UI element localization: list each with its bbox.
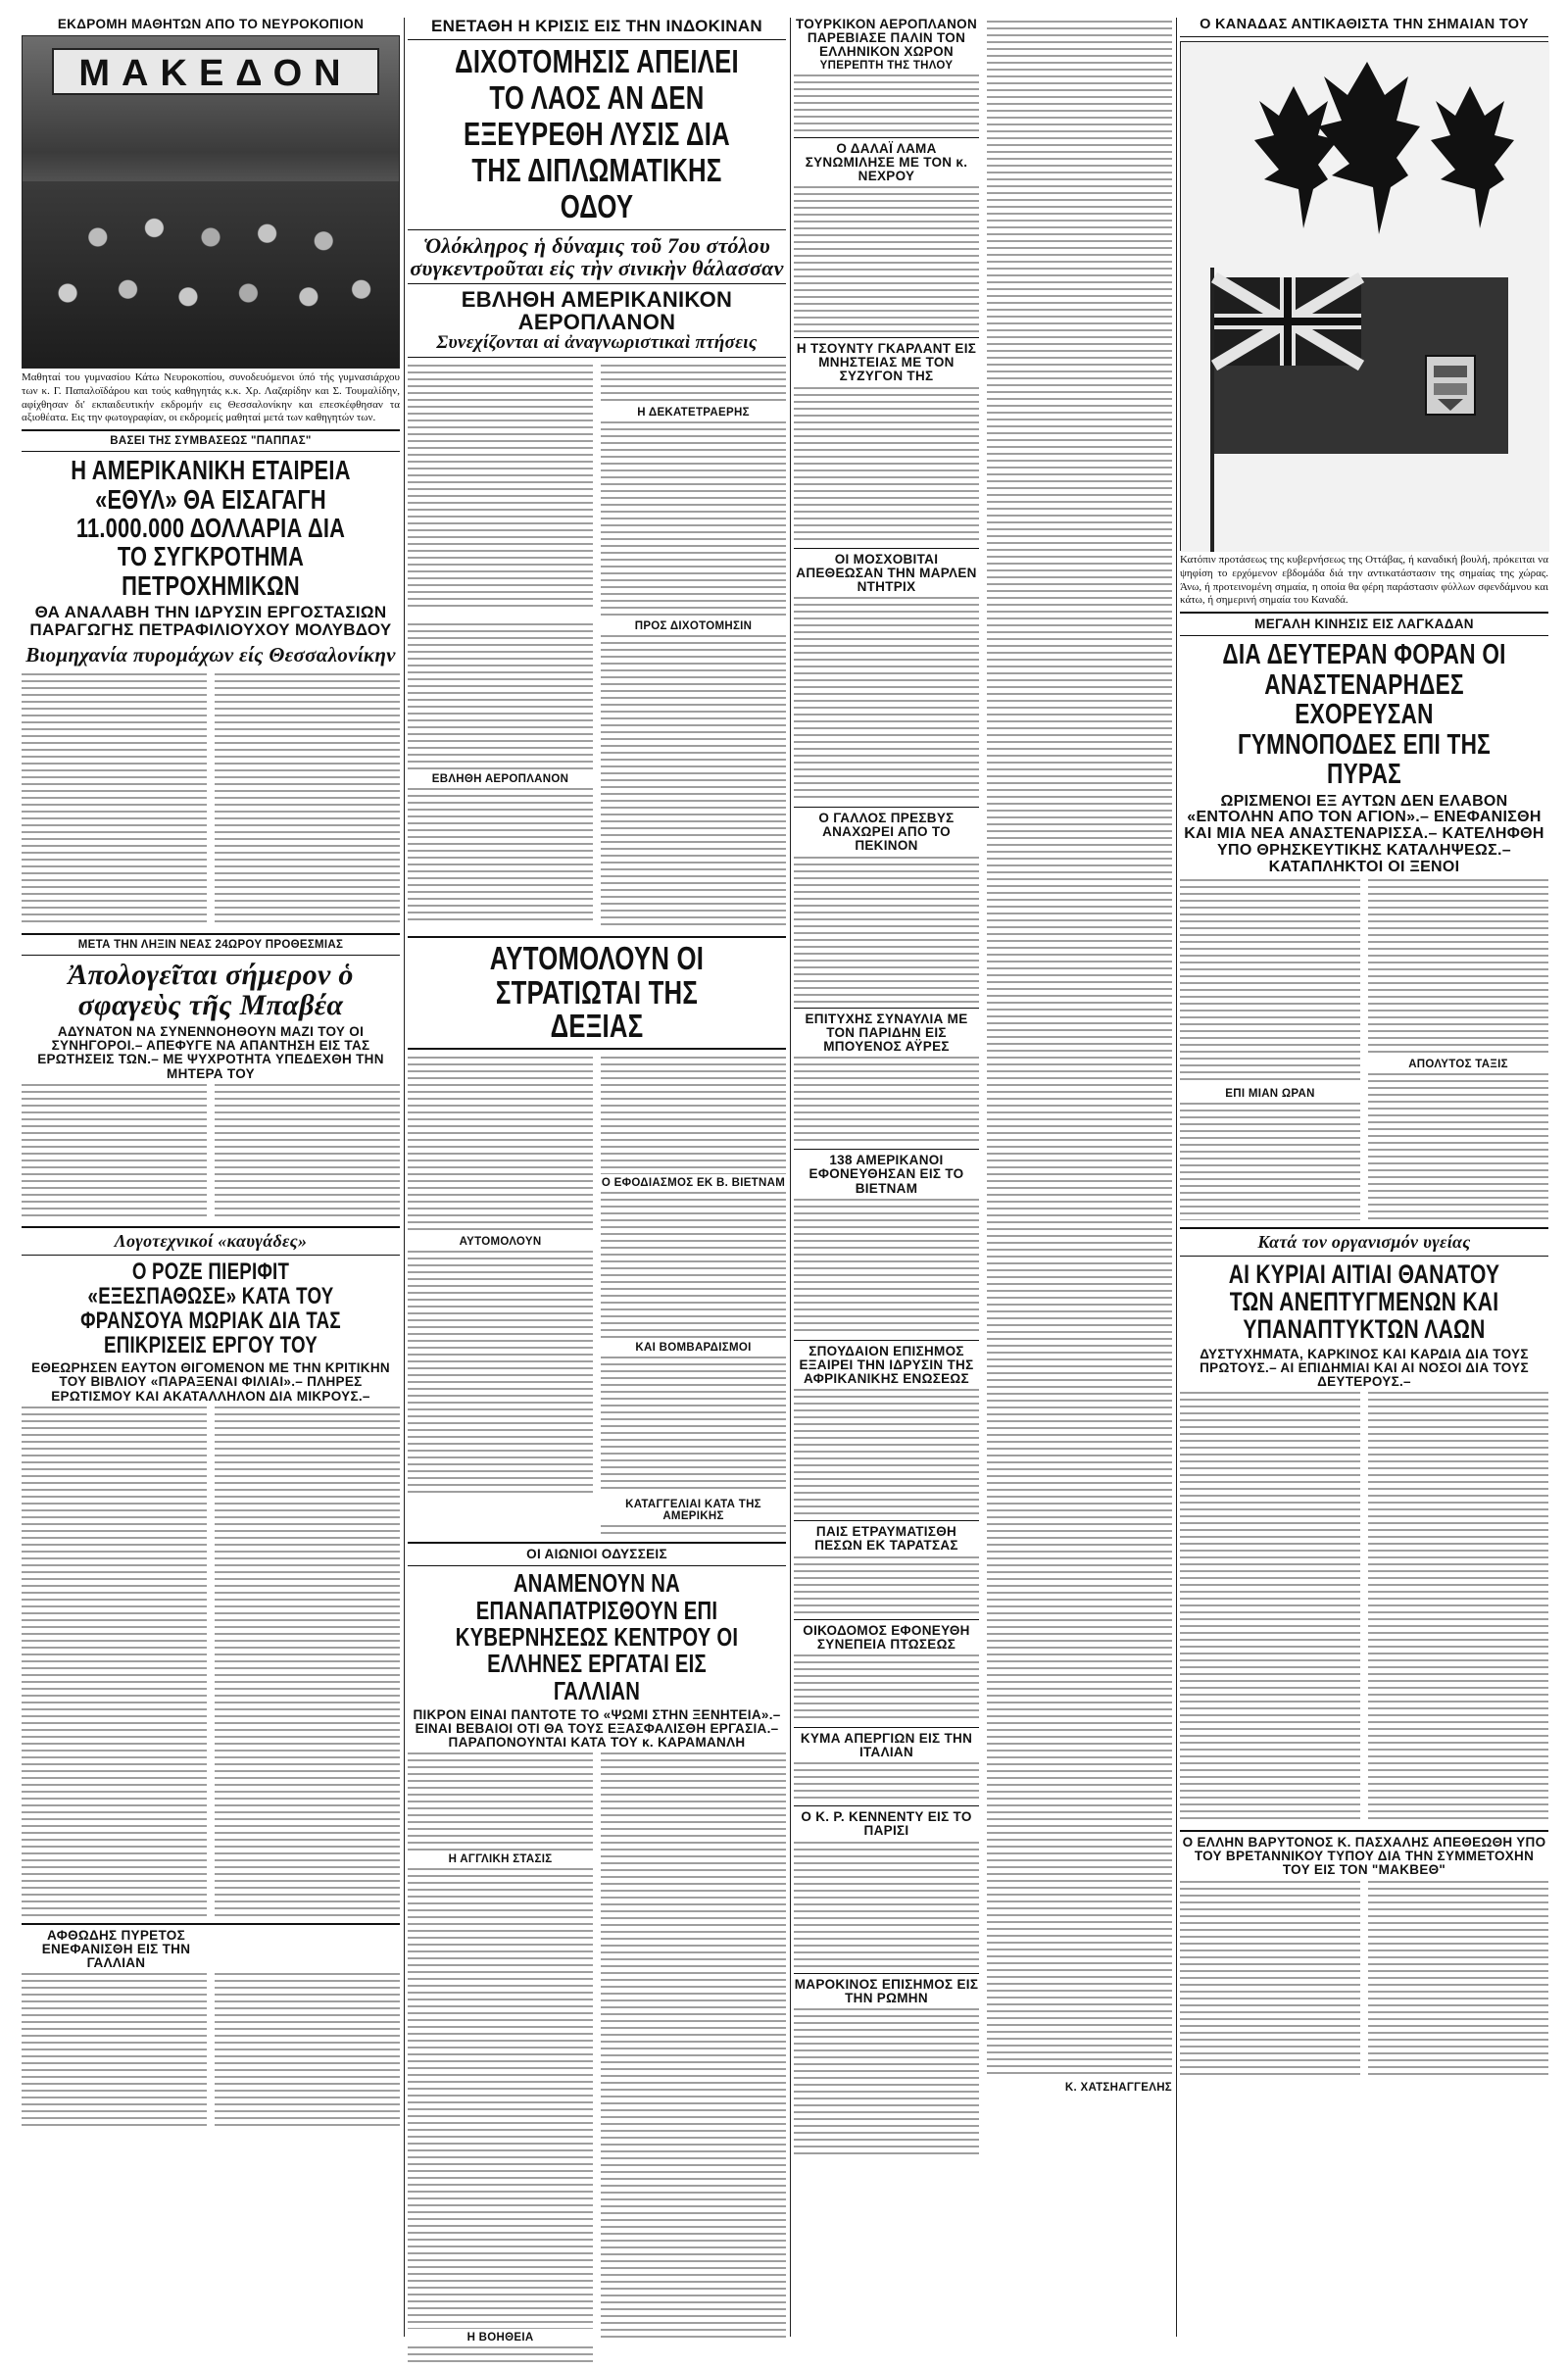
story3-headline: ΑΝΑΜΕΝΟΥΝ ΝΑ ΕΠΑΝΑΠΑΤΡΙΣΘΟΥΝ ΕΠΙ ΚΥΒΕΡΝΗΣΕΩΣ ΚΕΝΤΡΟΥ ΟΙ ΕΛΛΗΝΕΣ ΕΡΓΑΤΑΙ ΕΙΣ ΓΑΛΛΙΑΝ — [455, 1568, 739, 1705]
story1-headline: ΤΟΥΡΚΙΚΟΝ ΑΕΡΟΠΛΑΝΟΝ ΠΑΡΕΒΙΑΣΕ ΠΑΛΙΝ ΤΟΝ ΕΛΛΗΝΙΚΟΝ ΧΩΡΟΝ — [795, 17, 978, 60]
label-apolytos-taxis: ΑΠΟΛΥΤΟΣ ΤΑΞΙΣ — [1408, 1058, 1508, 1070]
byline-signature: Κ. ΧΑΤΣΗΑΓΓΕΛΗΣ — [1064, 2082, 1172, 2094]
story1-italic: Βιομηχανία πυρομάχων είς Θεσσαλονίκην — [25, 642, 396, 666]
photo-caption: Μαθηταί του γυμνασίου Κάτω Νευροκοπίου, συνοδευόμενοι ύπό τής γυμνασιάρχου των κ. Γ. Παπαλοϊδάρου και τούς καθηγητάς κ.κ. Χρ. Λαζαρίδην και Σ. Τουμαλίδην, αφίχθησαν δι' εκπαιδευτικήν εκδρομήν εις Θεσσαλονίκην και επεσκέφθησαν τα αξιοθέατα. Εις την φωτογραφίαν, οι εκδρομείς μαθηταί μετά των καθηγητών των. — [22, 371, 400, 424]
story1-subhead: ΥΠΕΡΕΠΤΗ ΤΗΣ ΤΗΛΟΥ — [819, 59, 954, 72]
sign-lettering: ΜΑΚΕΔΟΝ — [78, 53, 353, 95]
story3-headline: Η ΤΣΟΥΝΤΥ ΓΚΑΡΛΑΝΤ ΕΙΣ ΜΝΗΣΤΕΙΑΣ ΜΕ ΤΟΝ ΣΥΖΥΓΟΝ ΤΗΣ — [796, 341, 977, 384]
story8-headline: ΣΠΟΥΔΑΙΟΝ ΕΠΙΣΗΜΟΣ ΕΞΑΙΡΕΙ ΤΗΝ ΙΔΡΥΣΙΝ ΤΗΣ ΑΦΡΙΚΑΝΙΚΗΣ ΕΝΩΣΕΩΣ — [799, 1343, 974, 1387]
canada-flags-image — [1181, 42, 1549, 552]
story9-headline: ΠΑΙΣ ΕΤΡΑΥΜΑΤΙΣΘΗ ΠΕΣΩΝ ΕΚ ΤΑΡΑΤΣΑΣ — [814, 1524, 958, 1554]
story2-headline: ΑΥΤΟΜΟΛΟΥΝ ΟΙ ΣΤΡΑΤΙΩΤΑΙ ΤΗΣ ΔΕΞΙΑΣ — [489, 940, 705, 1045]
column-3 — [794, 18, 1172, 2337]
story1-kicker: ΕΝΕΤΑΘΗ Η ΚΡΙΣΙΣ ΕΙΣ ΤΗΝ ΙΝΔΟΚΙΝΑΝ — [431, 17, 762, 35]
column-4 — [1180, 18, 1548, 2337]
story1-subhead: ΘΑ ΑΝΑΛΑΒΗ ΤΗΝ ΙΔΡΥΣΙΝ ΕΡΓΟΣΤΑΣΙΩΝ ΠΑΡΑΓΩΓΗΣ ΠΕΤΡΑΦΙΛΙΟΥΧΟΥ ΜΟΛΥΒΔΟΥ — [29, 603, 392, 640]
story1-headline: Η ΑΜΕΡΙΚΑΝΙΚΗ ΕΤΑΙΡΕΙΑ «ΕΘΥΛ» ΘΑ ΕΙΣΑΓΑΓΗ 11.000.000 ΔΟΛΛΑΡΙΑ ΔΙΑ ΤΟ ΣΥΓΚΡΟΤΗΜΑ ΠΕΤΡΟΧΗΜΙΚΩΝ — [71, 455, 351, 601]
students-group — [23, 181, 399, 368]
story1-subhead: ΕΒΛΗΘΗ ΑΜΕΡΙΚΑΝΙΚΟΝ ΑΕΡΟΠΛΑΝΟΝ — [461, 286, 733, 334]
story1-subhead: ΩΡΙΣΜΕΝΟΙ ΕΞ ΑΥΤΩΝ ΔΕΝ ΕΛΑΒΟΝ «ΕΝΤΟΛΗΝ ΑΠΟ ΤΟΝ ΑΓΙΟΝ».– ΕΝΕΦΑΝΙΣΘΗ ΚΑΙ ΜΙΑ ΝΕΑ ΑΝΑΣΤΕΝΑΡΙΣΣΑ.– ΚΑΤΕΛΗΦΘΗ ΥΠΟ ΘΡΗΣΚΕΥΤΙΚΗΣ ΚΑΤΑΛΗΨΕΩΣ.– ΚΑΤΑΠΛΗΚΤΟΙ ΟΙ ΞΕΝΟΙ — [1184, 792, 1544, 875]
flag-photo — [1180, 41, 1548, 551]
story3-kicker: Λογοτεχνικοί «καυγάδες» — [114, 1230, 308, 1251]
story3-subhead: ΠΙΚΡΟΝ ΕΙΝΑΙ ΠΑΝΤΟΤΕ ΤΟ «ΨΩΜΙ ΣΤΗΝ ΞΕΝΗΤΕΙΑ».– ΕΙΝΑΙ ΒΕΒΑΙΟΙ ΟΤΙ ΘΑ ΤΟΥΣ ΕΞΑΣΦΑΛΙΣΘΗ ΕΡΓΑΣΙΑ.– ΠΑΡΑΠΟΝΟΥΝΤΑΙ ΚΑΤΑ ΤΟΥ κ. ΚΑΡΑΜΑΝΛΗ — [413, 1706, 781, 1751]
story1-italic-sub: Συνεχίζονται αἱ ἀναγνωριστικαὶ πτήσεις — [436, 331, 758, 353]
story1-italic-head: Ὁλόκληρος ἡ δύναμις τοῦ 7ου στόλου συγκεντροῦται εἰς τὴν σινικὴν θάλασσαν — [410, 232, 784, 280]
photo-headline: ΕΚΔΡΟΜΗ ΜΑΘΗΤΩΝ ΑΠΟ ΤΟ ΝΕΥΡΟΚΟΠΙΟΝ — [57, 17, 365, 31]
story13-headline: ΜΑΡΟΚΙΝΟΣ ΕΠΙΣΗΜΟΣ ΕΙΣ ΤΗΝ ΡΩΜΗΝ — [794, 1976, 979, 2005]
red-ensign-flag — [1214, 277, 1508, 454]
label-dixotomisin: ΠΡΟΣ ΔΙΧΟΤΟΜΗΣΙΝ — [634, 619, 753, 632]
column-2 — [408, 17, 786, 2344]
label-automoloun: ΑΥΤΟΜΟΛΟΥΝ — [459, 1235, 542, 1248]
story2-kicker: ΜΕΤΑ ΤΗΝ ΛΗΞΙΝ ΝΕΑΣ 24ΩΡΟΥ ΠΡΟΘΕΣΜΙΑΣ — [77, 938, 344, 951]
story1-kicker: ΜΕΓΑΛΗ ΚΙΝΗΣΙΣ ΕΙΣ ΛΑΓΚΑΔΑΝ — [1254, 617, 1474, 632]
story10-headline: ΟΙΚΟΔΟΜΟΣ ΕΦΟΝΕΥΘΗ ΣΥΝΕΠΕΙΑ ΠΤΩΣΕΩΣ — [803, 1622, 970, 1652]
story6-headline: ΕΠΙΤΥΧΗΣ ΣΥΝΑΥΛΙΑ ΜΕ ΤΟΝ ΠΑΡΙΔΗΝ ΕΙΣ ΜΠΟΥΕΝΟΣ ΑΫΡΕΣ — [805, 1011, 968, 1054]
story3-headline: Ο ΡΟΖΕ ΠΙΕΡΙΦΙΤ «ΕΞΕΣΠΑΘΩΣΕ» ΚΑΤΑ ΤΟΥ ΦΡΑΝΣΟΥΑ ΜΩΡΙΑΚ ΔΙΑ ΤΑΣ ΕΠΙΚΡΙΣΕΙΣ ΕΡΓΟΥ ΤΟΥ — [80, 1258, 341, 1359]
label-voitheia: Η ΒΟΗΘΕΙΑ — [466, 2332, 534, 2344]
label-eblithi: ΕΒΛΗΘΗ ΑΕΡΟΠΛΑΝΟΝ — [431, 772, 569, 785]
story11-headline: ΚΥΜΑ ΑΠΕΡΓΙΩΝ ΕΙΣ ΤΗΝ ΙΤΑΛΙΑΝ — [800, 1730, 973, 1760]
story5-headline: Ο ΓΑΛΛΟΣ ΠΡΕΣΒΥΣ ΑΝΑΧΩΡΕΙ ΑΠΟ ΤΟ ΠΕΚΙΝΟΝ — [818, 811, 955, 854]
label-dekatetraeris: Η ΔΕΚΑΤΕΤΡΑΕΡΗΣ — [637, 406, 750, 419]
label-angliki-stasis: Η ΑΓΓΛΙΚΗ ΣΤΑΣΙΣ — [448, 1853, 553, 1866]
story1-headline: ΔΙΧΟΤΟΜΗΣΙΣ ΑΠΕΙΛΕΙ ΤΟ ΛΑΟΣ ΑΝ ΔΕΝ ΕΞΕΥΡΕΘΗ ΛΥΣΙΣ ΔΙΑ ΤΗΣ ΔΙΠΛΩΜΑΤΙΚΗΣ ΟΔΟΥ — [455, 42, 739, 224]
column-1 — [22, 18, 400, 2337]
story1-kicker: ΒΑΣΕΙ ΤΗΣ ΣΥΜΒΑΣΕΩΣ "ΠΑΠΠΑΣ" — [110, 435, 312, 448]
flag-photo-headline: Ο ΚΑΝΑΔΑΣ ΑΝΤΙΚΑΘΙΣΤΑ ΤΗΝ ΣΗΜΑΙΑΝ ΤΟΥ — [1200, 17, 1529, 32]
story1-headline: ΔΙΑ ΔΕΥΤΕΡΑΝ ΦΟΡΑΝ ΟΙ ΑΝΑΣΤΕΝΑΡΗΔΕΣ ΕΧΟΡΕΥΣΑΝ ΓΥΜΝΟΠΟΔΕΣ ΕΠΙ ΤΗΣ ΠΥΡΑΣ — [1222, 639, 1506, 791]
story2-headline: Ο ΔΑΛΑΪ ΛΑΜΑ ΣΥΝΩΜΙΛΗΣΕ ΜΕ ΤΟΝ κ. ΝΕΧΡΟΥ — [805, 140, 968, 183]
story2-headline: Ἀπολογεῖται σήμερον ὁ σφαγεὺς τῆς Μπαβέα — [68, 958, 354, 1022]
story2-subhead: ΑΔΥΝΑΤΟΝ ΝΑ ΣΥΝΕΝΝΟΗΘΟΥΝ ΜΑΖΙ ΤΟΥ ΟΙ ΣΥΝΗΓΟΡΟΙ.– ΑΠΕΦΥΓΕ ΝΑ ΑΠΑΝΤΗΣΗ ΕΙΣ ΤΑΣ ΕΡΩΤΗΣΕΙΣ ΤΩΝ.– ΜΕ ΨΥΧΡΟΤΗΤΑ ΥΠΕΔΕΧΘΗ ΤΗΝ ΜΗΤΕΡΑ ΤΟΥ — [37, 1023, 384, 1081]
flag-photo-caption: Κατόπιν προτάσεως της κυβερνήσεως της Οττάβας, ή καναδική βουλή, πρόκειται να ψηφίση το ερχόμενον εβδομάδα διά την αντικατάστασιν της σημαίας της χώρας. Άνω, ή προτεινομένη σημαία, η οποία θα φέρη παράστασιν φύλλων σφενδάμνου και κάτω, ή σημερινή σημαία του Καναδά. — [1180, 554, 1548, 607]
label-katangeliai: ΚΑΤΑΓΓΕΛΙΑΙ ΚΑΤΑ ΤΗΣ ΑΜΕΡΙΚΗΣ — [625, 1499, 761, 1523]
story3-headline: Ο ΕΛΛΗΝ ΒΑΡΥΤΟΝΟΣ Κ. ΠΑΣΧΑΛΗΣ ΑΠΕΘΕΩΘΗ ΥΠΟ ΤΟΥ ΒΡΕΤΑΝΝΙΚΟΥ ΤΥΠΟΥ ΔΙΑ ΤΗΝ ΣΥΜΜΕΤΟΧΗΝ ΤΟΥ ΕΙΣ ΤΟΝ "ΜΑΚΒΕΘ" — [1182, 1835, 1546, 1878]
story4-headline: ΑΦΘΩΔΗΣ ΠΥΡΕΤΟΣ ΕΝΕΦΑΝΙΣΘΗ ΕΙΣ ΤΗΝ ΓΑΛΛΙΑΝ — [41, 1927, 191, 1971]
building-sign — [52, 48, 379, 95]
story3-kicker: ΟΙ ΑΙΩΝΙΟΙ ΟΔΥΣΣΕΙΣ — [526, 1547, 667, 1562]
story3-subhead: ΕΘΕΩΡΗΣΕΝ ΕΑΥΤΟΝ ΘΙΓΟΜΕΝΟΝ ΜΕ ΤΗΝ ΚΡΙΤΙΚΗΝ ΤΟΥ ΒΙΒΛΙΟΥ «ΠΑΡΑΞΕΝΑΙ ΦΙΛΙΑΙ».– ΠΛΗΡΕΣ ΕΡΩΤΙΣΜΟΥ ΚΑΙ ΑΚΑΤΑΛΛΗΛΟΝ ΔΙΑ ΜΙΚΡΟΥΣ.– — [31, 1360, 390, 1404]
story12-headline: Ο Κ. Ρ. ΚΕΝΝΕΝΤΥ ΕΙΣ ΤΟ ΠΑΡΙΣΙ — [801, 1809, 972, 1839]
story2-headline: ΑΙ ΚΥΡΙΑΙ ΑΙΤΙΑΙ ΘΑΝΑΤΟΥ ΤΩΝ ΑΝΕΠΤΥΓΜΕΝΩΝ ΚΑΙ ΥΠΑΝΑΠΤΥΚΤΩΝ ΛΑΩΝ — [1228, 1259, 1500, 1345]
label-efodiasmos: Ο ΕΦΟΔΙΑΣΜΟΣ ΕΚ Β. ΒΙΕΤΝΑΜ — [601, 1176, 786, 1189]
label-mia-ora: ΕΠΙ ΜΙΑΝ ΩΡΑΝ — [1225, 1087, 1315, 1100]
story4-headline: ΟΙ ΜΟΣΧΟΒΙΤΑΙ ΑΠΕΘΕΩΣΑΝ ΤΗΝ ΜΑΡΛΕΝ ΝΤΗΤΡΙΧ — [796, 551, 977, 594]
story2-kicker: Κατά τον οργανισμόν υγείας — [1257, 1231, 1471, 1252]
story7-headline: 138 ΑΜΕΡΙΚΑΝΟΙ ΕΦΟΝΕΥΘΗΣΑΝ ΕΙΣ ΤΟ ΒΙΕΤΝΑΜ — [808, 1153, 964, 1196]
story2-subhead: ΔΥΣΤΥΧΗΜΑΤΑ, ΚΑΡΚΙΝΟΣ ΚΑΙ ΚΑΡΔΙΑ ΔΙΑ ΤΟΥΣ ΠΡΩΤΟΥΣ.– ΑΙ ΕΠΙΔΗΜΙΑΙ ΚΑΙ ΑΙ ΝΟΣΟΙ ΔΙΑ ΤΟΥΣ ΔΕΥΤΕΡΟΥΣ.– — [1200, 1346, 1529, 1389]
students-photo — [22, 35, 400, 369]
label-bombardismoi: ΚΑΙ ΒΟΜΒΑΡΔΙΣΜΟΙ — [635, 1342, 752, 1355]
